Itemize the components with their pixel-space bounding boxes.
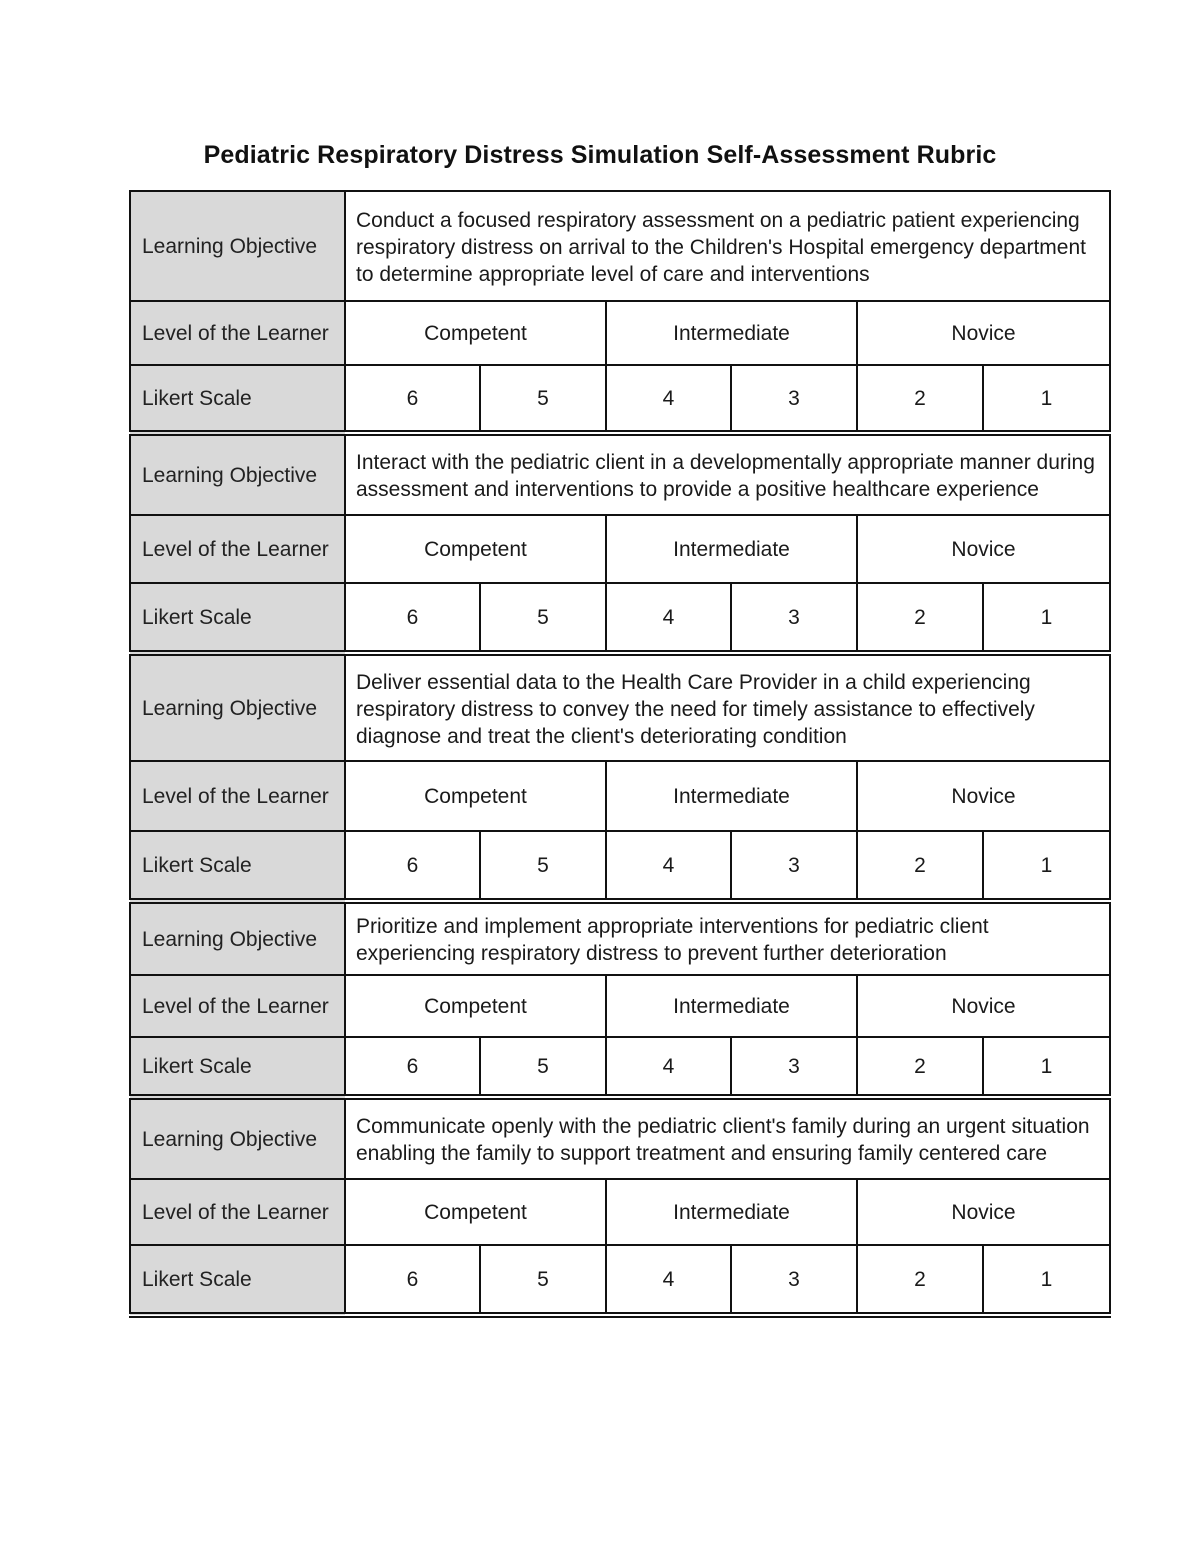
rubric-table-container	[129, 190, 1109, 1318]
level-intermediate: Intermediate	[606, 761, 857, 831]
learning-objective-text: Communicate openly with the pediatric client's family during an urgent situation enabling the family to support treatment and ensuring family centered care	[345, 1097, 1110, 1179]
level-competent: Competent	[345, 515, 606, 583]
level-novice: Novice	[857, 975, 1110, 1037]
level-of-learner-label: Level of the Learner	[130, 1179, 345, 1245]
likert-row-5	[130, 1245, 1110, 1315]
page-title: Pediatric Respiratory Distress Simulation Self-Assessment Rubric	[203, 141, 997, 169]
learning-objective-text: Conduct a focused respiratory assessment on a pediatric patient experiencing respiratory distress on arrival to the Children's Hospital emergency department to determine appropriate level of care and interventions	[345, 191, 1110, 301]
likert-score-1[interactable]: 1	[983, 583, 1110, 653]
likert-scale-label: Likert Scale	[130, 831, 345, 901]
learning-objective-label: Learning Objective	[130, 901, 345, 975]
likert-score-6[interactable]: 6	[345, 583, 480, 653]
learning-objective-text: Deliver essential data to the Health Care Provider in a child experiencing respiratory distress to convey the need for timely assistance to effectively diagnose and treat the client's deteriorating condition	[345, 653, 1110, 761]
level-novice: Novice	[857, 515, 1110, 583]
rubric-table	[129, 190, 1111, 1318]
learning-objective-label: Learning Objective	[130, 191, 345, 301]
level-intermediate: Intermediate	[606, 301, 857, 365]
level-of-learner-label: Level of the Learner	[130, 301, 345, 365]
likert-score-6[interactable]: 6	[345, 1245, 480, 1315]
learning-objective-text: Prioritize and implement appropriate interventions for pediatric client experiencing respiratory distress to prevent further deterioration	[345, 901, 1110, 975]
level-intermediate: Intermediate	[606, 975, 857, 1037]
likert-score-2[interactable]: 2	[857, 365, 983, 433]
level-novice: Novice	[857, 1179, 1110, 1245]
level-row-3	[130, 761, 1110, 831]
likert-score-4[interactable]: 4	[606, 1245, 731, 1315]
level-competent: Competent	[345, 975, 606, 1037]
likert-score-2[interactable]: 2	[857, 1245, 983, 1315]
level-novice: Novice	[857, 761, 1110, 831]
likert-score-1[interactable]: 1	[983, 1245, 1110, 1315]
learning-objective-label: Learning Objective	[130, 1097, 345, 1179]
level-of-learner-label: Level of the Learner	[130, 761, 345, 831]
likert-score-4[interactable]: 4	[606, 583, 731, 653]
level-competent: Competent	[345, 1179, 606, 1245]
likert-row-1	[130, 365, 1110, 433]
likert-score-5[interactable]: 5	[480, 365, 606, 433]
likert-score-2[interactable]: 2	[857, 583, 983, 653]
likert-scale-label: Likert Scale	[130, 1037, 345, 1097]
learning-objective-label: Learning Objective	[130, 653, 345, 761]
likert-score-5[interactable]: 5	[480, 1245, 606, 1315]
likert-score-4[interactable]: 4	[606, 831, 731, 901]
likert-score-6[interactable]: 6	[345, 1037, 480, 1097]
likert-score-5[interactable]: 5	[480, 1037, 606, 1097]
likert-score-6[interactable]: 6	[345, 365, 480, 433]
objective-row-4	[130, 901, 1110, 975]
likert-scale-label: Likert Scale	[130, 365, 345, 433]
learning-objective-label: Learning Objective	[130, 433, 345, 515]
level-row-2	[130, 515, 1110, 583]
level-intermediate: Intermediate	[606, 1179, 857, 1245]
likert-score-3[interactable]: 3	[731, 583, 857, 653]
likert-scale-label: Likert Scale	[130, 583, 345, 653]
level-row-4	[130, 975, 1110, 1037]
likert-score-2[interactable]: 2	[857, 1037, 983, 1097]
likert-score-6[interactable]: 6	[345, 831, 480, 901]
level-of-learner-label: Level of the Learner	[130, 975, 345, 1037]
likert-score-4[interactable]: 4	[606, 365, 731, 433]
likert-score-3[interactable]: 3	[731, 1037, 857, 1097]
level-row-5	[130, 1179, 1110, 1245]
likert-score-1[interactable]: 1	[983, 365, 1110, 433]
objective-row-1	[130, 191, 1110, 301]
likert-score-3[interactable]: 3	[731, 1245, 857, 1315]
likert-score-5[interactable]: 5	[480, 831, 606, 901]
likert-score-3[interactable]: 3	[731, 365, 857, 433]
likert-score-3[interactable]: 3	[731, 831, 857, 901]
level-novice: Novice	[857, 301, 1110, 365]
objective-row-3	[130, 653, 1110, 761]
likert-scale-label: Likert Scale	[130, 1245, 345, 1315]
objective-row-5	[130, 1097, 1110, 1179]
level-competent: Competent	[345, 761, 606, 831]
likert-score-4[interactable]: 4	[606, 1037, 731, 1097]
likert-row-3	[130, 831, 1110, 901]
likert-row-4	[130, 1037, 1110, 1097]
level-competent: Competent	[345, 301, 606, 365]
likert-score-2[interactable]: 2	[857, 831, 983, 901]
level-of-learner-label: Level of the Learner	[130, 515, 345, 583]
learning-objective-text: Interact with the pediatric client in a developmentally appropriate manner during assessment and interventions to provide a positive healthcare experience	[345, 433, 1110, 515]
level-intermediate: Intermediate	[606, 515, 857, 583]
level-row-1	[130, 301, 1110, 365]
likert-row-2	[130, 583, 1110, 653]
likert-score-1[interactable]: 1	[983, 1037, 1110, 1097]
likert-score-1[interactable]: 1	[983, 831, 1110, 901]
likert-score-5[interactable]: 5	[480, 583, 606, 653]
objective-row-2	[130, 433, 1110, 515]
